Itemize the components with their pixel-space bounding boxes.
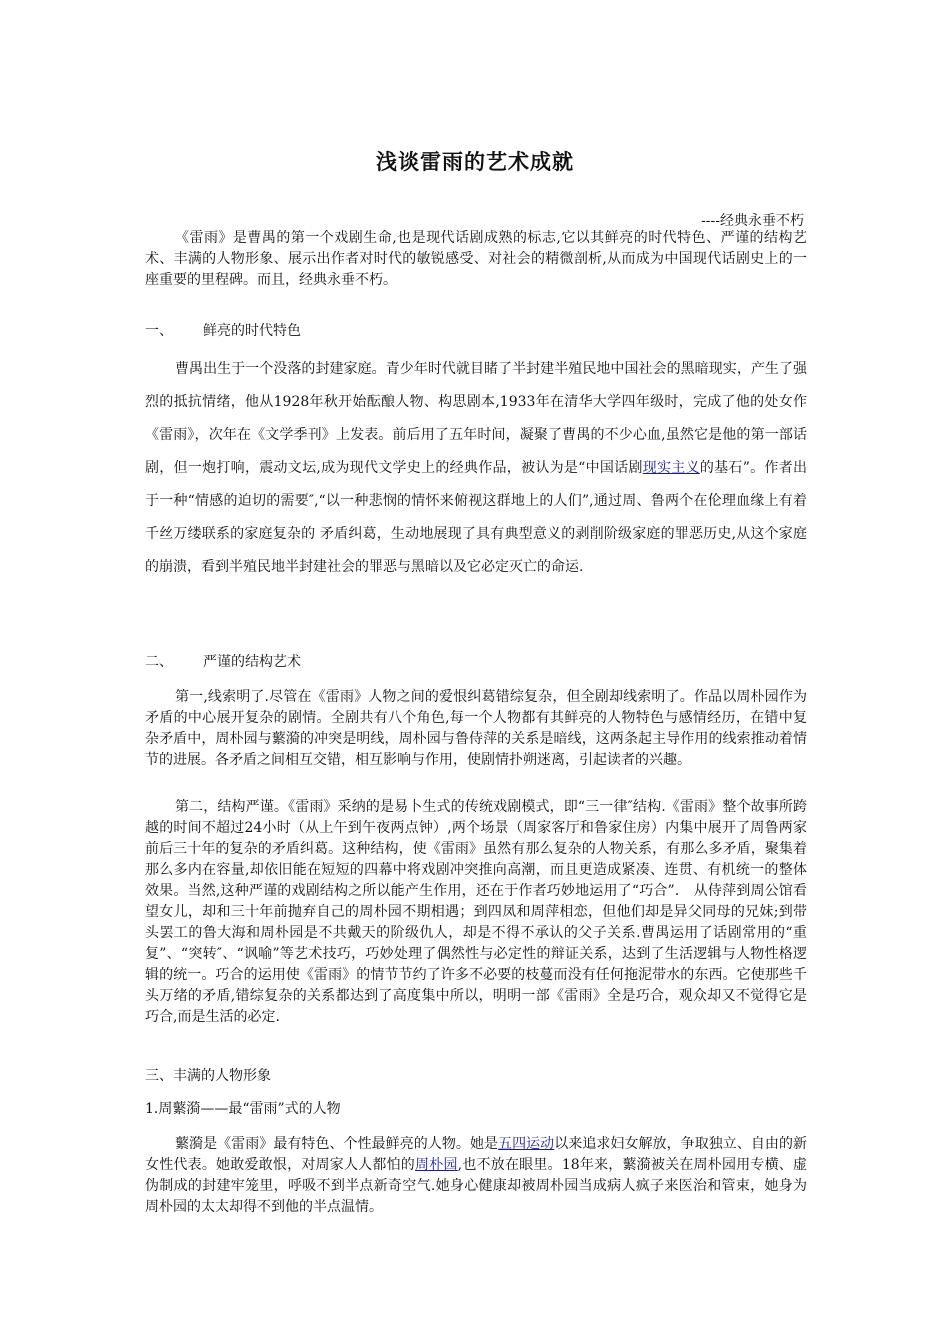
section1-text-a: 曹禺出生于一个没落的封建家庭。青少年时代就目睹了半封建半殖民地中国社会的黑暗现实，产生了强烈的抵抗情绪，他从1928年秋开始酝酿人物、构思剧本,1933年在清华大学四年级时，完成了他的处女作《雷雨》，次年在《文学季刊》上发表。前后用了五年时间，凝聚了曹禺的不少心血,虽然它是他的第一部话剧，但一炮打响，震动文坛,成为现代文学史上的经典作品，被认为是“中国话剧: [145, 361, 807, 476]
section2-heading: [145, 652, 807, 673]
section3-paragraph: [145, 1134, 807, 1218]
section2-paragraph-2: 第二，结构严谨。《雷雨》采纳的是易卜生式的传统戏剧模式，即“三一律″结构.《雷雨》整个故事所跨越的时间不超过24小时（从上午到午夜两点钟）,两个场景（周家客厅和鲁家住房）内集中展开了周鲁两家前后三十年的复杂的矛盾纠葛。这种结构，使《雷雨》虽然有那么复杂的人物关系，有那么多矛盾，聚集着那么多内在容量,却依旧能在短短的四幕中将戏剧冲突推向高潮，而且更造成紧凑、连贯、有机统一的整体效果。当然,这种严谨的戏剧结构之所以能产生作用，还在于作者巧妙地运用了“巧合”． 从侍萍到周公馆看望女儿，却和三十年前抛弃自己的周朴园不期相遇；到四凤和周萍相恋，但他们却是异父同母的兄妹;到带头罢工的鲁大海和周朴园是不共戴天的阶级仇人，却是不得不承认的父子关系.曹禺运用了话剧常用的“重复”、“突转″、“讽喻”等艺术技巧，巧妙处理了偶然性与必定性的辩证关系，达到了生活逻辑与人物性格逻辑的统一。巧合的运用使《雷雨》的情节节约了许多不必要的枝蔓而没有任何拖泥带水的东西。它使那些千头万绪的矛盾,错综复杂的关系都达到了高度集中所以，明明一部《雷雨》全是巧合，观众却又不觉得它是巧合,而是生活的必定.: [145, 799, 807, 1025]
section2-title: 严谨的结构艺术: [203, 654, 301, 670]
zhou-puyuan-link[interactable]: 周朴园: [415, 1157, 458, 1173]
section3-subheading: 1.周蘩漪——最“雷雨”式的人物: [145, 1101, 341, 1117]
section1-heading: [145, 321, 807, 342]
page-subtitle: ----经典永垂不朽: [701, 213, 804, 229]
page-title: 浅谈雷雨的艺术成就: [376, 150, 574, 174]
section2-paragraph-1: 第一,线索明了.尽管在《雷雨》人物之间的爱恨纠葛错综复杂，但全剧却线索明了。作品以周朴园作为矛盾的中心展开复杂的剧情。全剧共有八个角色,每一个人物都有其鲜亮的人物特色与感情经历，在错中复杂矛盾中，周朴园与蘩漪的冲突是明线，周朴园与鲁侍萍的关系是暗线，这两条起主导作用的线索推动着情节的进展。各矛盾之间相互交错，相互影响与作用，使剧情扑朔迷离，引起读者的兴趣。: [145, 689, 807, 768]
section3-text-c: ,也不放在眼里。18年来，蘩漪被关在周朴园用专横、虚伪制成的封建牢笼里，呼吸不到半点新奇空气.她身心健康却被周朴园当成病人疯子来医治和管束，她身为周朴园的太太却得不到他的半点温情。: [145, 1157, 808, 1215]
may-fourth-link[interactable]: 五四运动: [498, 1136, 555, 1152]
section2-number: 二、: [145, 654, 173, 670]
realism-link[interactable]: 现实主义: [642, 460, 700, 476]
section1-title: 鲜亮的时代特色: [203, 323, 301, 339]
intro-paragraph: 《雷雨》是曹禺的第一个戏剧生命,也是现代话剧成熟的标志,它以其鲜亮的时代特色、严谨的结构艺术、丰满的人物形象、展示出作者对时代的敏锐感受、对社会的精微剖析,从而成为中国现代话剧史上的一座重要的里程碑。而且，经典永垂不朽。: [145, 230, 807, 288]
section1-text-b: 的基石”。作者出于一种“情感的迫切的需要″,“以一种悲悯的情怀来俯视这群地上的人们”,通过周、鲁两个在伦理血缘上有着千丝万缕联系的家庭复杂的 矛盾纠葛，生动地展现了具有典型意义的剥削阶级家庭的罪恶历史,从这个家庭的崩溃，看到半殖民地半封建社会的罪恶与黑暗以及它必定灭亡的命运.: [145, 460, 807, 575]
section3-heading: 三、丰满的人物形象: [145, 1068, 271, 1084]
section3-text-a: 蘩漪是《雷雨》最有特色、个性最鲜亮的人物。她是: [175, 1136, 499, 1152]
section1-number: 一、: [145, 323, 173, 339]
section1-paragraph: [145, 353, 807, 584]
section3-text-b: 以来追求妇女解放，争取独立、自由的新女性代表。她敢爱敢恨，对周家人人都怕的: [145, 1136, 808, 1173]
